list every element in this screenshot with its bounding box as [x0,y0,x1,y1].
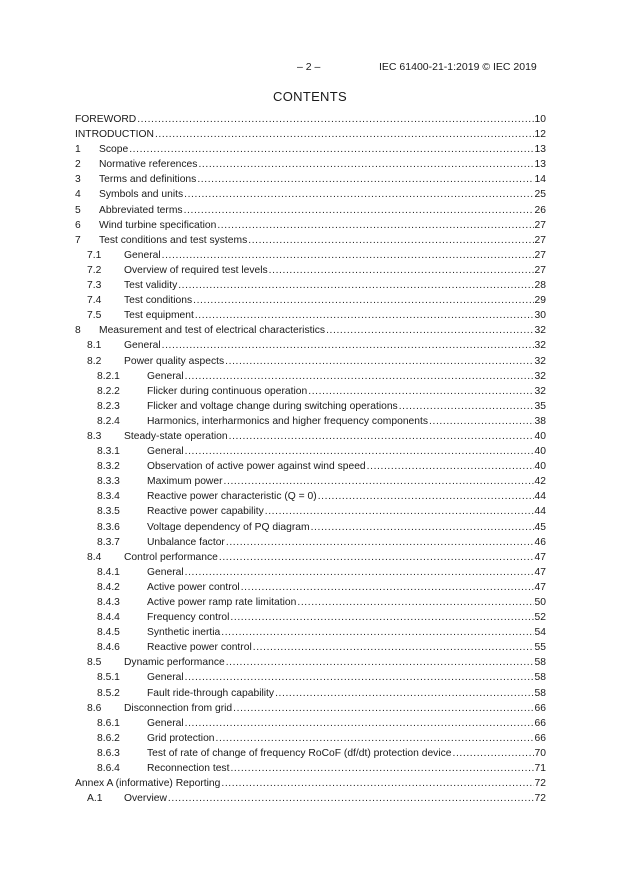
toc-entry-title: Terms and definitions [99,174,197,186]
toc-entry-title: Scope [99,144,129,156]
toc-entry-title: Reconnection test [147,763,230,775]
toc-entry-title: Test conditions [124,295,193,307]
toc-entry-number: 7.5 [87,310,102,322]
toc-leader-dots [241,580,534,595]
toc-entry-number: 8.1 [87,340,102,352]
toc-entry[interactable] [75,369,546,384]
toc-entry-title: Symbols and units [99,189,184,201]
toc-entry[interactable] [75,263,546,278]
toc-entry-title: Synthetic inertia [147,627,221,639]
toc-entry-number: 7.3 [87,280,102,292]
toc-leader-dots [367,459,534,474]
toc-entry-page: 40 [534,446,546,458]
page-header [0,61,620,75]
toc-leader-dots [229,429,534,444]
toc-entry-title: General [124,249,161,261]
toc-leader-dots [224,474,534,489]
toc-entry[interactable] [75,776,546,791]
toc-leader-dots [225,354,533,369]
toc-entry[interactable] [75,686,546,701]
toc-entry-number: 7.1 [87,249,102,261]
toc-entry-page: 25 [534,189,546,201]
toc-leader-dots [311,520,534,535]
toc-leader-dots [197,172,533,187]
toc-entry-number: 8.2.3 [97,400,120,412]
toc-entry[interactable] [75,112,546,127]
toc-entry-number: 8.5 [87,657,102,669]
toc-entry[interactable] [75,354,546,369]
toc-leader-dots [195,308,534,323]
toc-entry-number: 8.2.2 [97,385,120,397]
toc-entry[interactable] [75,520,546,535]
toc-entry-page: 35 [534,400,546,412]
toc-entry[interactable] [75,489,546,504]
toc-leader-dots [162,248,534,263]
toc-entry-number: 8.3 [87,430,102,442]
toc-entry-number: 8.6.2 [97,732,120,744]
toc-entry-page: 44 [534,506,546,518]
toc-entry-page: 10 [534,114,546,125]
toc-entry-number: 8.4.4 [97,612,120,624]
toc-entry-title: Wind turbine specification [99,219,217,231]
toc-entry-page: 32 [534,370,546,382]
toc-entry[interactable] [75,187,546,202]
header-standard-reference: IEC 61400-21-1:2019 © IEC 2019 [379,61,537,73]
toc-leader-dots [184,203,534,218]
toc-leader-dots [184,187,533,202]
toc-leader-dots [326,323,533,338]
toc-entry[interactable] [75,142,546,157]
toc-entry-page: 54 [534,627,546,639]
toc-entry-number: 8.3.7 [97,536,120,548]
toc-leader-dots [185,565,534,580]
toc-leader-dots [221,625,533,640]
toc-leader-dots [248,233,533,248]
toc-entry-title: Flicker during continuous operation [147,385,308,397]
toc-entry-page: 72 [534,778,546,790]
toc-entry[interactable] [75,565,546,580]
toc-entry-title: Steady-state operation [124,430,228,442]
toc-entry[interactable] [75,127,546,142]
toc-entry-number: 2 [75,159,81,171]
toc-entry[interactable] [75,474,546,489]
toc-entry-page: 40 [534,461,546,473]
toc-entry-number: 7.4 [87,295,102,307]
toc-entry[interactable] [75,595,546,610]
toc-entry-number: 8.6.3 [97,747,120,759]
toc-entry-page: 13 [534,144,546,156]
toc-entry-page: 28 [534,280,546,292]
toc-entry-title: Active power control [147,581,240,593]
toc-entry-number: 8.2 [87,355,102,367]
toc-entry[interactable] [75,444,546,459]
toc-entry-title: Normative references [99,159,198,171]
toc-entry[interactable] [75,504,546,519]
toc-entry[interactable] [75,640,546,655]
toc-entry-page: 66 [534,732,546,744]
toc-entry-page: 38 [534,415,546,427]
contents-title: CONTENTS [273,89,347,104]
toc-entry-number: 8.4.6 [97,642,120,654]
toc-leader-dots [129,142,533,157]
toc-entry[interactable] [75,172,546,187]
toc-entry[interactable] [75,218,546,233]
toc-entry-title: Unbalance factor [147,536,225,548]
toc-entry-title: Reactive power control [147,642,252,654]
toc-entry[interactable] [75,338,546,353]
toc-entry-number: 8.3.2 [97,461,120,473]
toc-entry[interactable] [75,580,546,595]
toc-entry-page: 72 [534,793,546,805]
toc-leader-dots [162,338,534,353]
toc-leader-dots [265,504,534,519]
table-of-contents [75,112,546,806]
toc-entry-title: Disconnection from grid [124,702,233,714]
toc-entry-page: 12 [534,129,546,141]
toc-leader-dots [429,414,534,429]
toc-entry-title: Overview of required test levels [124,264,268,276]
toc-entry-title: General [147,717,184,729]
toc-entry-title: Flicker and voltage change during switching operations [147,400,398,412]
toc-leader-dots [185,369,534,384]
toc-entry[interactable] [75,655,546,670]
toc-entry[interactable] [75,610,546,625]
toc-entry-title: Voltage dependency of PQ diagram [147,521,310,533]
toc-leader-dots [453,746,534,761]
toc-entry-title: Annex A (informative) Reporting [75,778,221,790]
toc-entry-title: Test validity [124,280,178,292]
toc-entry[interactable] [75,308,546,323]
toc-entry-page: 42 [534,476,546,488]
toc-entry-title: Dynamic performance [124,657,225,669]
toc-entry-number: 7.2 [87,264,102,276]
toc-entry-title: Test equipment [124,310,194,322]
toc-entry-page: 29 [534,295,546,307]
toc-entry-title: Power quality aspects [124,355,225,367]
toc-entry[interactable] [75,731,546,746]
toc-entry-number: 8.3.5 [97,506,120,518]
toc-entry-page: 46 [534,536,546,548]
toc-entry-number: 8.4.2 [97,581,120,593]
toc-leader-dots [318,489,534,504]
toc-leader-dots [275,686,533,701]
toc-entry-page: 32 [534,340,546,352]
toc-entry-number: 8.5.1 [97,672,120,684]
toc-entry-page: 66 [534,702,546,714]
toc-entry[interactable] [75,323,546,338]
toc-entry-number: 1 [75,144,81,156]
toc-entry[interactable] [75,550,546,565]
toc-leader-dots [155,127,534,142]
toc-leader-dots [297,595,533,610]
toc-leader-dots [269,263,534,278]
toc-entry-number: 4 [75,189,81,201]
toc-entry-page: 13 [534,159,546,171]
toc-entry-title: INTRODUCTION [75,129,154,141]
toc-entry-page: 40 [534,430,546,442]
toc-leader-dots [185,444,534,459]
toc-entry-number: A.1 [87,793,103,805]
toc-leader-dots [219,550,534,565]
toc-entry-page: 58 [534,657,546,669]
toc-entry-number: 8.3.3 [97,476,120,488]
toc-leader-dots [253,640,534,655]
toc-entry-title: FOREWORD [75,114,137,125]
toc-entry[interactable] [75,761,546,776]
toc-entry[interactable] [75,293,546,308]
toc-leader-dots [216,731,534,746]
toc-entry-number: 8.4.1 [97,566,120,578]
toc-entry-number: 8.4.5 [97,627,120,639]
toc-entry[interactable] [75,248,546,263]
toc-entry-number: 8.3.6 [97,521,120,533]
toc-entry[interactable] [75,716,546,731]
toc-leader-dots [233,701,533,716]
toc-leader-dots [399,399,534,414]
toc-entry-title: Test conditions and test systems [99,234,248,246]
toc-entry-title: General [147,370,184,382]
header-page-number: – 2 – [297,61,321,73]
toc-entry-number: 5 [75,204,81,216]
toc-entry-number: 8.3.1 [97,446,120,458]
toc-leader-dots [217,218,533,233]
toc-leader-dots [226,535,534,550]
toc-entry-page: 32 [534,355,546,367]
toc-leader-dots [230,610,533,625]
toc-entry-page: 26 [534,204,546,216]
toc-leader-dots [185,670,534,685]
toc-leader-dots [185,716,534,731]
toc-leader-dots [221,776,533,791]
toc-entry-page: 44 [534,491,546,503]
toc-entry[interactable] [75,157,546,172]
toc-leader-dots [308,384,533,399]
toc-entry-page: 58 [534,687,546,699]
toc-entry[interactable] [75,429,546,444]
toc-leader-dots [178,278,533,293]
toc-leader-dots [198,157,533,172]
toc-entry-title: General [147,566,184,578]
toc-entry[interactable] [75,535,546,550]
toc-entry-title: General [147,672,184,684]
toc-entry-title: Frequency control [147,612,230,624]
toc-entry-number: 8.5.2 [97,687,120,699]
toc-entry-page: 66 [534,717,546,729]
toc-entry-title: Active power ramp rate limitation [147,597,297,608]
toc-entry-title: Test of rate of change of frequency RoCoF (df/dt) protection device [147,747,452,759]
toc-leader-dots [226,655,534,670]
toc-entry-page: 50 [534,597,546,608]
toc-entry[interactable] [75,746,546,761]
toc-entry-title: Grid protection [147,732,215,744]
toc-entry-title: Abbreviated terms [99,204,183,216]
toc-entry[interactable] [75,203,546,218]
toc-entry-page: 47 [534,581,546,593]
toc-entry-title: Maximum power [147,476,223,488]
toc-entry-title: Overview [124,793,167,805]
toc-entry-page: 32 [534,325,546,337]
toc-entry-page: 27 [534,249,546,261]
toc-entry-title: General [147,446,184,458]
toc-entry-number: 7 [75,234,81,246]
toc-entry-title: Measurement and test of electrical characteristics [99,325,326,337]
toc-entry-title: General [124,340,161,352]
toc-entry[interactable] [75,233,546,248]
toc-entry[interactable] [75,701,546,716]
toc-entry-number: 8.4 [87,551,102,563]
toc-entry-page: 71 [534,763,546,775]
toc-entry-page: 70 [534,747,546,759]
toc-entry-number: 8.6.1 [97,717,120,729]
toc-entry-number: 8.6 [87,702,102,714]
toc-entry-number: 3 [75,174,81,186]
toc-entry-number: 8.2.4 [97,415,120,427]
toc-entry[interactable] [75,414,546,429]
toc-entry-page: 47 [534,566,546,578]
toc-entry-number: 8.6.4 [97,763,120,775]
toc-entry-number: 8.2.1 [97,370,120,382]
toc-entry[interactable] [75,459,546,474]
toc-entry[interactable] [75,384,546,399]
toc-entry-number: 8.4.3 [97,597,120,608]
toc-entry-page: 32 [534,385,546,397]
toc-entry[interactable] [75,625,546,640]
toc-leader-dots [168,791,534,806]
toc-entry-title: Control performance [124,551,218,563]
toc-entry-page: 55 [534,642,546,654]
toc-entry-title: Reactive power capability [147,506,264,518]
toc-entry-page: 27 [534,234,546,246]
toc-entry-page: 58 [534,672,546,684]
toc-entry[interactable] [75,278,546,293]
toc-entry-page: 27 [534,264,546,276]
toc-entry-title: Fault ride-through capability [147,687,275,699]
toc-entry-title: Observation of active power against wind speed [147,461,366,473]
toc-entry-page: 52 [534,612,546,624]
toc-entry-number: 8 [75,325,81,337]
toc-leader-dots [137,112,533,127]
toc-entry-number: 6 [75,219,81,231]
toc-leader-dots [193,293,533,308]
toc-entry-page: 47 [534,551,546,563]
toc-entry-title: Reactive power characteristic (Q = 0) [147,491,317,503]
toc-leader-dots [230,761,533,776]
toc-entry[interactable] [75,670,546,685]
toc-entry-title: Harmonics, interharmonics and higher frequency components [147,415,429,427]
toc-entry-page: 14 [534,174,546,186]
toc-entry[interactable] [75,791,546,806]
toc-entry-page: 30 [534,310,546,322]
toc-entry[interactable] [75,399,546,414]
toc-entry-page: 27 [534,219,546,231]
toc-entry-number: 8.3.4 [97,491,120,503]
toc-entry-page: 45 [534,521,546,533]
